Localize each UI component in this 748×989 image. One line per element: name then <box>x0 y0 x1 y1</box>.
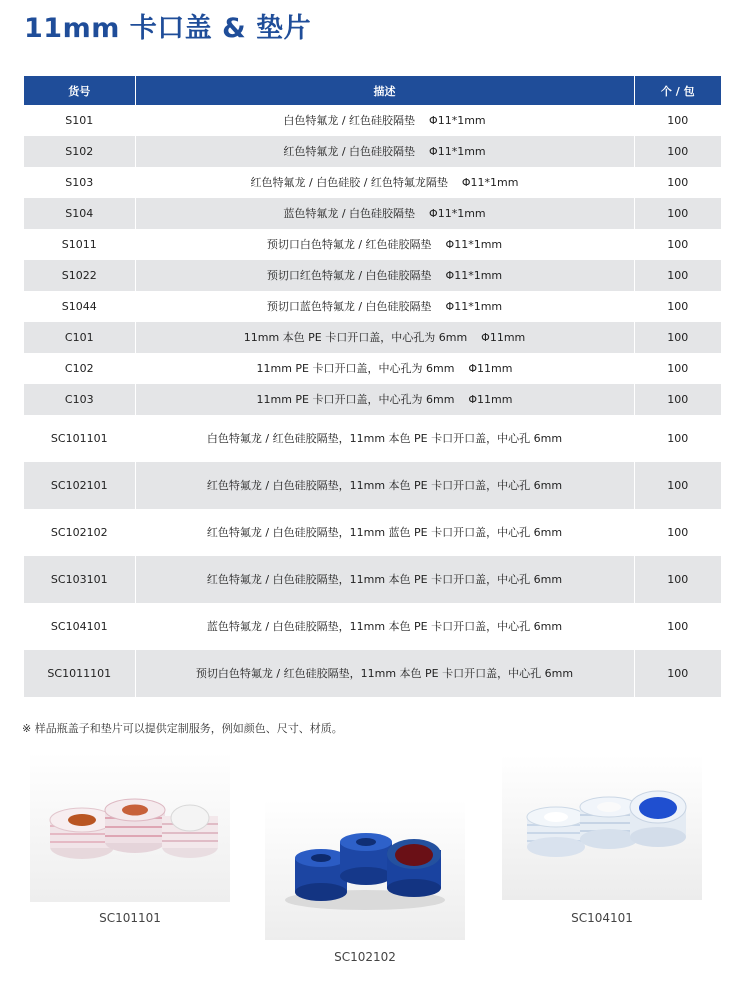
description-line: 中心孔 6mm <box>497 431 563 445</box>
cell-quantity: 100 <box>634 322 721 353</box>
cell-description <box>135 322 634 353</box>
caption-sc104101: SC104101 <box>571 911 633 925</box>
product-photo-sc101101 <box>30 752 230 902</box>
blue-caps-image <box>265 800 465 940</box>
cell-code: SC102101 <box>24 462 135 509</box>
cell-code: C102 <box>24 353 135 384</box>
cell-quantity: 100 <box>634 650 721 697</box>
description-line: 红色特氟龙 / 白色硅胶 / 红色特氟龙隔垫 Φ11*1mm <box>250 175 519 189</box>
table-row <box>24 353 721 384</box>
description-line: 11mm PE 卡口开口盖，中心孔为 6mm Φ11mm <box>256 392 513 406</box>
description-line: 中心孔 6mm <box>508 666 574 680</box>
cell-description <box>135 462 634 509</box>
natural-caps-blue-septa-image <box>502 755 702 900</box>
table-row <box>24 415 721 462</box>
cell-code: S102 <box>24 136 135 167</box>
description-line: 蓝色特氟龙 / 白色硅胶隔垫，11mm 本色 PE 卡口开口盖， <box>206 619 498 633</box>
description-line: 预切白色特氟龙 / 红色硅胶隔垫，11mm 本色 PE 卡口开口盖， <box>195 666 509 680</box>
description-line: 白色特氟龙 / 红色硅胶隔垫 Φ11*1mm <box>283 113 486 127</box>
cell-quantity: 100 <box>634 136 721 167</box>
cell-description <box>135 167 634 198</box>
table-header-row <box>24 76 721 105</box>
cell-quantity: 100 <box>667 299 689 313</box>
table-row <box>24 167 721 198</box>
table-row <box>24 462 721 509</box>
cell-quantity: 100 <box>634 556 721 603</box>
cell-code: SC1011101 <box>24 650 135 697</box>
page-title: 11mm 卡口盖 & 垫片 <box>24 13 312 44</box>
product-photo-sc104101 <box>502 755 702 900</box>
cell-description <box>135 650 634 697</box>
table-row <box>24 556 721 603</box>
description-line: 中心孔 6mm <box>497 619 563 633</box>
table-row <box>24 198 721 229</box>
cell-code: S1011 <box>24 229 135 260</box>
cell-quantity: 100 <box>634 260 721 291</box>
description-line: 红色特氟龙 / 白色硅胶隔垫 Φ11*1mm <box>283 144 486 158</box>
table-row <box>24 509 721 556</box>
description-line: 中心孔 6mm <box>497 572 563 586</box>
description-line: 中心孔 6mm <box>497 478 563 492</box>
cell-code: S104 <box>24 198 135 229</box>
cell-quantity: 100 <box>667 237 689 251</box>
cell-quantity: 100 <box>634 384 721 415</box>
header-quantity: 个 / 包 <box>634 76 721 105</box>
cell-code: C103 <box>24 384 135 415</box>
cell-code: S103 <box>24 167 135 198</box>
cell-quantity: 100 <box>634 462 721 509</box>
cell-description <box>135 229 634 260</box>
description-line: 11mm PE 卡口开口盖，中心孔为 6mm Φ11mm <box>256 361 513 375</box>
description-line: 红色特氟龙 / 白色硅胶隔垫，11mm 蓝色 PE 卡口开口盖， <box>206 525 498 539</box>
cell-quantity: 100 <box>667 361 689 375</box>
cell-quantity: 100 <box>667 619 689 633</box>
table-row <box>24 291 721 322</box>
cell-description <box>135 291 634 322</box>
cell-description <box>135 415 634 462</box>
description-line: 预切口红色特氟龙 / 白色硅胶隔垫 Φ11*1mm <box>266 268 503 282</box>
caption-sc101101: SC101101 <box>99 911 161 925</box>
table-row <box>24 260 721 291</box>
cell-description <box>135 556 634 603</box>
table-body <box>24 105 721 697</box>
cell-code: SC101101 <box>24 415 135 462</box>
cell-quantity: 100 <box>667 113 689 127</box>
cell-code: SC103101 <box>24 556 135 603</box>
cell-description <box>135 105 634 136</box>
description-line: 红色特氟龙 / 白色硅胶隔垫，11mm 本色 PE 卡口开口盖， <box>206 572 498 586</box>
description-line: 11mm 本色 PE 卡口开口盖，中心孔为 6mm Φ11mm <box>243 330 526 344</box>
header-code: 货号 <box>24 76 135 105</box>
description-line: 白色特氟龙 / 红色硅胶隔垫，11mm 本色 PE 卡口开口盖， <box>206 431 498 445</box>
cell-quantity: 100 <box>667 431 689 445</box>
cell-quantity: 100 <box>634 198 721 229</box>
description-line: 蓝色特氟龙 / 白色硅胶隔垫 Φ11*1mm <box>283 206 486 220</box>
caption-sc102102: SC102102 <box>334 950 396 964</box>
table-row <box>24 650 721 697</box>
table-row <box>24 136 721 167</box>
cell-code: SC102102 <box>24 509 135 556</box>
cell-description <box>135 509 634 556</box>
cell-description <box>135 353 634 384</box>
cell-description <box>135 260 634 291</box>
product-photo-sc102102 <box>265 800 465 940</box>
product-table <box>24 76 721 697</box>
description-line: 预切口蓝色特氟龙 / 白色硅胶隔垫 Φ11*1mm <box>266 299 503 313</box>
cell-description <box>135 198 634 229</box>
header-description: 描述 <box>135 76 634 105</box>
cell-code: S1044 <box>24 291 135 322</box>
cell-code: SC104101 <box>24 603 135 650</box>
description-line: 红色特氟龙 / 白色硅胶隔垫，11mm 本色 PE 卡口开口盖， <box>206 478 498 492</box>
cell-description <box>135 384 634 415</box>
table-row <box>24 322 721 353</box>
description-line: 预切口白色特氟龙 / 红色硅胶隔垫 Φ11*1mm <box>266 237 503 251</box>
cell-code: S1022 <box>24 260 135 291</box>
table-row <box>24 105 721 136</box>
cell-description <box>135 136 634 167</box>
cell-description <box>135 603 634 650</box>
description-line: 中心孔 6mm <box>497 525 563 539</box>
cell-code: C101 <box>24 322 135 353</box>
cell-code: S101 <box>24 105 135 136</box>
table-row <box>24 603 721 650</box>
cell-quantity: 100 <box>667 175 689 189</box>
cell-quantity: 100 <box>667 525 689 539</box>
custom-note: ※ 样品瓶盖子和垫片可以提供定制服务，例如颜色、尺寸、材质。 <box>22 722 343 735</box>
table-row <box>24 384 721 415</box>
natural-caps-image <box>30 752 230 902</box>
table-row <box>24 229 721 260</box>
